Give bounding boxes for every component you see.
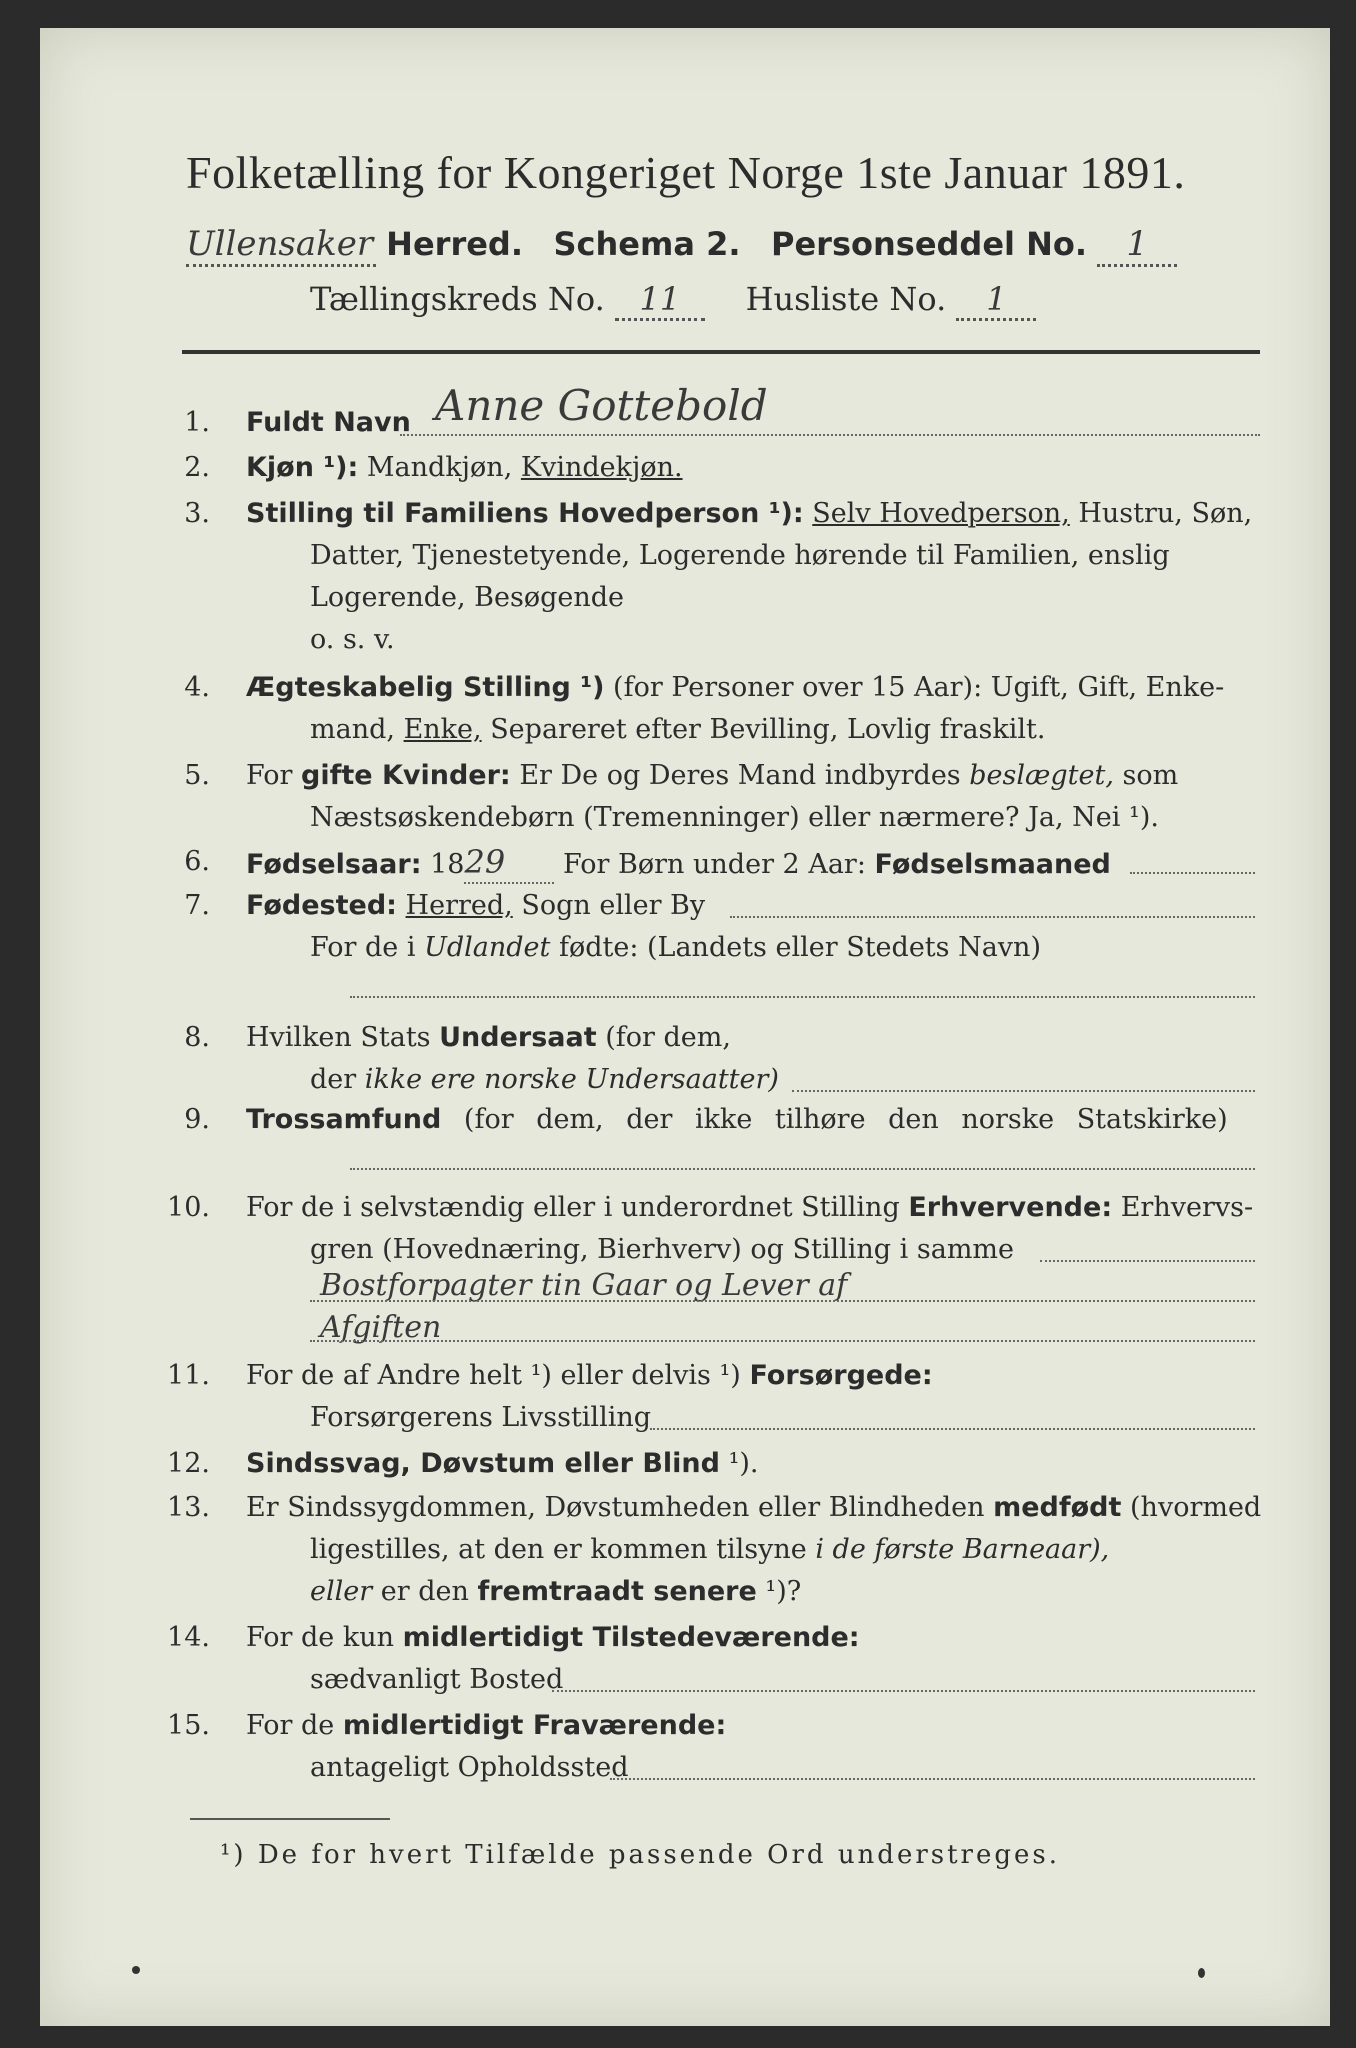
item-6-label: Fødselsaar: — [246, 849, 422, 880]
item-5-text-1a: Er De og Deres Mand indbyrdes — [519, 760, 961, 791]
item-13-text: (hvormed — [1130, 1492, 1262, 1523]
item-3-text-1: Hustru, Søn, — [1078, 498, 1253, 529]
item-13-label: medfødt — [993, 1492, 1122, 1523]
item-6-year-prefix: 18 — [430, 849, 465, 880]
item-3-label: Stilling til Familiens Hovedperson ¹): — [246, 498, 804, 529]
item-1-fill-line — [400, 432, 1260, 436]
item-6-fill-line — [1130, 870, 1255, 874]
header-rule — [182, 350, 1260, 354]
item-10-label: Erhvervende: — [908, 1192, 1113, 1223]
item-11-text-2: Forsørgerens Livsstilling — [310, 1402, 652, 1433]
item-14-label: midlertidigt Tilstedeværende: — [402, 1622, 860, 1653]
item-13-text-3a: er den — [380, 1576, 469, 1607]
item-10-text-2: gren (Hovednæring, Bierhverv) og Stilling i samme — [310, 1234, 1015, 1265]
item-8-number: 8. — [184, 1022, 210, 1053]
item-2-option-male: Mandkjøn, — [366, 452, 513, 483]
form-title: Folketælling for Kongeriget Norge 1ste Januar 1891. — [186, 147, 1186, 198]
item-9-text: (for dem, der ikke tilhøre den norske Statskirke) — [463, 1104, 1228, 1135]
herred-handwritten: Ullensaker — [186, 224, 376, 267]
item-12-label: Sindssvag, Døvstum eller Blind — [246, 1448, 720, 1479]
personseddel-handwritten: 1 — [1097, 224, 1177, 267]
item-12-text: ¹). — [728, 1448, 759, 1479]
item-1-number: 1. — [184, 407, 210, 438]
item-8-label: Undersaat — [439, 1022, 597, 1053]
item-8-text-2i: ikke ere norske Undersaatter) — [364, 1064, 779, 1095]
item-2-option-female: Kvindekjøn. — [520, 452, 683, 483]
item-5-text-2: Næstsøskendebørn (Tremenninger) eller nærmere? Ja, Nei ¹). — [310, 802, 1159, 833]
item-7-fill-line — [730, 914, 1255, 918]
item-9-number: 9. — [184, 1104, 210, 1135]
item-2-label: Kjøn ¹): — [246, 452, 359, 483]
herred-line — [186, 224, 1177, 267]
item-10-handwritten-1: Bostforpagter tin Gaar og Lever af — [320, 1268, 848, 1303]
item-13-text-2i: i de første Barneaar), — [815, 1534, 1110, 1565]
item-11-pre: For de af Andre helt ¹) eller delvis ¹) — [246, 1360, 741, 1391]
item-15-fill-line — [610, 1776, 1255, 1780]
item-7-fill-line-2 — [350, 994, 1255, 998]
item-4-text-2b: Separeret efter Bevilling, Lovlig fraskilt. — [490, 714, 1046, 745]
item-3-text-2: Datter, Tjenestetyende, Logerende hørende til Familien, enslig — [310, 540, 1170, 571]
item-4-text-1: (for Personer over 15 Aar): Ugift, Gift, Enke- — [613, 672, 1225, 703]
item-8-fill-line — [792, 1088, 1255, 1092]
item-8-pre: Hvilken Stats — [246, 1022, 431, 1053]
item-15-label: midlertidigt Fraværende: — [342, 1710, 727, 1741]
item-7-text-2b: fødte: (Landets eller Stedets Navn) — [558, 932, 1041, 963]
item-10-fill-line — [1040, 1258, 1255, 1262]
item-7-number: 7. — [184, 890, 210, 921]
item-6-year-handwritten: 29 — [464, 842, 554, 884]
item-10-fill-line-3 — [310, 1338, 1255, 1342]
item-3-text-4: o. s. v. — [310, 624, 395, 655]
husliste-handwritten: 1 — [956, 280, 1036, 321]
item-2-number: 2. — [184, 452, 210, 483]
item-8-text: (for dem, — [605, 1022, 731, 1053]
item-15-pre: For de — [246, 1710, 335, 1741]
item-6-text: For Børn under 2 Aar: — [563, 849, 866, 880]
paper-speck — [1198, 1968, 1205, 1978]
item-11-number: 11. — [167, 1360, 210, 1391]
item-4-label: Ægteskabelig Stilling ¹) — [246, 672, 605, 703]
item-4-text-2a: mand, — [310, 714, 395, 745]
item-9-fill-line — [350, 1166, 1255, 1170]
item-15-text-2: antageligt Opholdssted — [310, 1752, 629, 1783]
item-5-pre: For — [246, 760, 293, 791]
item-15-number: 15. — [167, 1710, 210, 1741]
item-13-pre: Er Sindssygdommen, Døvstumheden eller Blindheden — [246, 1492, 985, 1523]
item-8-text-2a: der — [310, 1064, 357, 1095]
item-7-text-2a: For de i — [310, 932, 416, 963]
item-3-text-3: Logerende, Besøgende — [310, 582, 624, 613]
item-1-handwritten: Anne Gottebold — [435, 381, 768, 430]
item-11-label: Forsørgede: — [749, 1360, 933, 1391]
item-14-text-2: sædvanligt Bosted — [310, 1664, 564, 1695]
item-7-text: Sogn eller By — [521, 890, 706, 921]
item-7-label: Fødested: — [246, 890, 397, 921]
item-13-text-3c: ¹)? — [765, 1576, 802, 1607]
item-7-selected: Herred, — [405, 890, 513, 921]
item-6-number: 6. — [184, 846, 210, 877]
taellingskreds-label: Tællingskreds No. — [310, 280, 605, 318]
schema-label: Schema 2. — [553, 225, 741, 263]
paper-speck — [132, 1966, 140, 1974]
item-6-label-2: Fødselsmaaned — [874, 849, 1111, 880]
item-10-fill-line-2 — [310, 1298, 1255, 1302]
item-13-text-2a: ligestilles, at den er kommen tilsyne — [310, 1534, 807, 1565]
footnote: ¹) De for hvert Tilfælde passende Ord understreges. — [220, 1840, 1061, 1870]
personseddel-label: Personseddel No. — [771, 225, 1088, 263]
item-3-selected: Selv Hovedperson, — [812, 498, 1070, 529]
item-12-number: 12. — [167, 1448, 210, 1479]
footnote-rule — [190, 1818, 390, 1820]
item-10-text: Erhvervs- — [1120, 1192, 1254, 1223]
item-5-label: gifte Kvinder: — [301, 760, 511, 791]
item-4-number: 4. — [184, 672, 210, 703]
item-13-text-3i: eller — [310, 1576, 373, 1607]
item-10-pre: For de i selvstændig eller i underordnet Stilling — [246, 1192, 900, 1223]
item-10-number: 10. — [167, 1192, 210, 1223]
item-5-text-1i: beslægtet, — [969, 760, 1114, 791]
herred-label: Herred. — [386, 225, 523, 263]
taellingskreds-line — [310, 280, 1036, 321]
taellingskreds-handwritten: 11 — [615, 280, 705, 321]
item-14-fill-line — [552, 1688, 1255, 1692]
item-4-selected: Enke, — [403, 714, 482, 745]
husliste-label: Husliste No. — [745, 280, 947, 318]
item-11-fill-line — [650, 1426, 1255, 1430]
item-14-pre: For de kun — [246, 1622, 394, 1653]
item-5-number: 5. — [184, 760, 210, 791]
item-14-number: 14. — [167, 1622, 210, 1653]
item-5-text-1b: som — [1122, 760, 1179, 791]
item-13-number: 13. — [167, 1492, 210, 1523]
item-1-label: Fuldt Navn — [246, 407, 411, 438]
item-9-label: Trossamfund — [246, 1104, 442, 1135]
item-7-text-2i: Udlandet — [424, 932, 551, 963]
item-10-handwritten-2: Afgiften — [320, 1310, 442, 1345]
census-form-sheet — [40, 28, 1330, 2026]
item-3-number: 3. — [184, 498, 210, 529]
item-13-label-2: fremtraadt senere — [477, 1576, 757, 1607]
